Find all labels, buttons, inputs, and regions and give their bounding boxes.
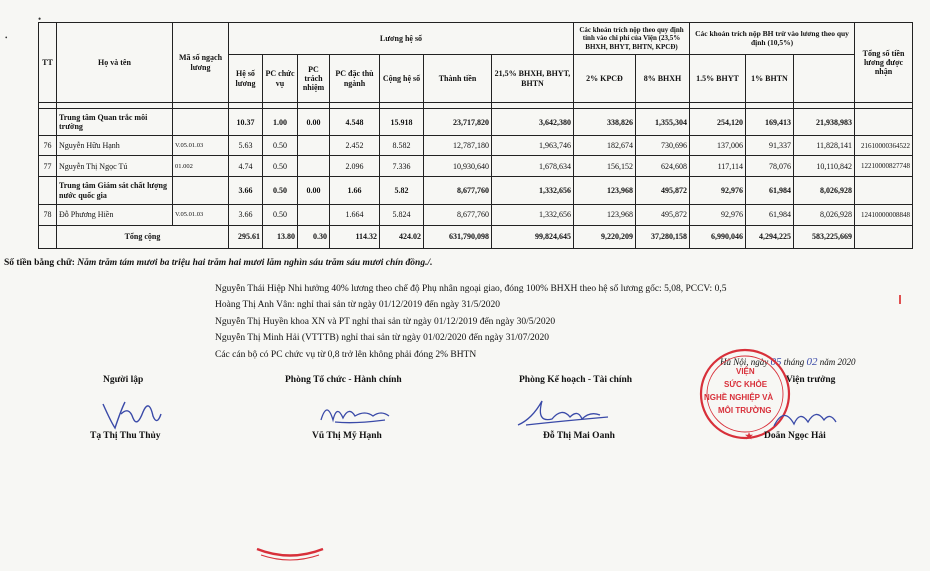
cell-bhyt: 92,976 <box>690 177 746 204</box>
cell-bhxh: 495,872 <box>636 177 690 204</box>
note-line: Nguyễn Thị Huyền khoa XN và PT nghỉ thai sản từ ngày 01/12/2019 đến ngày 30/5/2020 <box>215 316 556 327</box>
cell-tt: 76 <box>39 136 57 156</box>
cell-employer-ins: 3,642,380 <box>492 109 574 136</box>
stamp-line: VIỆN <box>736 367 755 376</box>
cell-bhyt: 137,006 <box>690 136 746 156</box>
stamp-star-icon: ★ <box>745 431 754 441</box>
cell-bhtn: 61,984 <box>746 177 794 204</box>
red-pen-mark <box>899 295 901 304</box>
cell-tt: 78 <box>39 204 57 225</box>
cell-coef: 3.66 <box>229 177 263 204</box>
cell-name: Trung tâm Giám sát chất lượng nước quốc gia <box>57 177 173 204</box>
cell-rank-code <box>173 109 229 136</box>
date-month: 02 <box>806 356 818 368</box>
total-employer-ins: 99,824,645 <box>492 225 574 248</box>
cell-employer-ins: 1,332,656 <box>492 204 574 225</box>
page-dot-mark: • <box>38 14 42 24</box>
cell-union: 156,152 <box>574 156 636 177</box>
signer-role-preparer: Người lập <box>103 375 144 385</box>
page-dot-mark-small: • <box>5 34 8 42</box>
cell-amount: 23,717,820 <box>424 109 492 136</box>
amount-in-words-text: Năm trăm tám mươi ba triệu hai trăm hai mươi lăm nghìn sáu trăm sáu mươi chín đồng./. <box>77 258 433 268</box>
cell-pc-special: 4.548 <box>330 109 380 136</box>
cell-bank-account <box>855 225 913 248</box>
col-bhyt15: 1.5% BHYT <box>690 55 746 103</box>
cell-rank-code: 01.002 <box>173 156 229 177</box>
cell-coef: 5.63 <box>229 136 263 156</box>
note-line: Các cán bộ có PC chức vụ từ 0,8 trở lên không phải đóng 2% BHTN <box>215 349 477 360</box>
total-union: 9,220,209 <box>574 225 636 248</box>
cell-pc-pos: 0.50 <box>263 136 298 156</box>
table-group-row <box>39 177 913 204</box>
col-pc-position: PC chức vụ <box>263 55 298 103</box>
signature-admin-image <box>315 396 395 428</box>
cell-bank-account: 12210000827748 <box>855 156 913 177</box>
date-year: năm 2020 <box>819 357 856 367</box>
cell-union: 123,968 <box>574 204 636 225</box>
cell-name: Trung tâm Quan trắc môi trường <box>57 109 173 136</box>
total-bhtn: 4,294,225 <box>746 225 794 248</box>
payroll-table <box>38 22 913 249</box>
cell-net: 10,110,842 <box>794 156 855 177</box>
cell-pc-pos: 0.50 <box>263 156 298 177</box>
cell-tt <box>39 225 57 248</box>
total-bhyt: 6,990,046 <box>690 225 746 248</box>
col-pc-special: PC đặc thù ngành <box>330 55 380 103</box>
total-coef: 295.61 <box>229 225 263 248</box>
cell-amount: 10,930,640 <box>424 156 492 177</box>
stamp-line: MÔI TRƯỜNG <box>718 406 772 415</box>
cell-rank-code: V.05.01.03 <box>173 204 229 225</box>
cell-rank-code: V.05.01.03 <box>173 136 229 156</box>
cell-net: 8,026,928 <box>794 204 855 225</box>
table-row <box>39 156 913 177</box>
cell-bank-account: 21610000364522 <box>855 136 913 156</box>
col-bhxh8: 8% BHXH <box>636 55 690 103</box>
stamp-line: SỨC KHỎE <box>724 380 768 389</box>
cell-pc-resp <box>298 136 330 156</box>
col-tt: TT <box>39 23 57 103</box>
date-day: 05 <box>770 356 782 368</box>
total-total-coef: 424.02 <box>380 225 424 248</box>
cell-pc-pos: 0.50 <box>263 177 298 204</box>
cell-pc-special: 2.452 <box>330 136 380 156</box>
signature-director-image <box>770 398 840 434</box>
cell-pc-pos: 1.00 <box>263 109 298 136</box>
cell-pc-special: 2.096 <box>330 156 380 177</box>
cell-total-coef: 5.82 <box>380 177 424 204</box>
cell-name: Nguyễn Hữu Hạnh <box>57 136 173 156</box>
cell-coef: 3.66 <box>229 204 263 225</box>
col-employer-ins: 21,5% BHXH, BHYT, BHTN <box>492 55 574 103</box>
amount-in-words <box>4 258 432 268</box>
date-month-label: tháng <box>783 357 805 367</box>
cell-pc-resp: 0.00 <box>298 109 330 136</box>
col-union-fee: 2% KPCĐ <box>574 55 636 103</box>
signature-preparer-image <box>95 392 165 432</box>
cell-total-coef: 7.336 <box>380 156 424 177</box>
cell-bhtn: 169,413 <box>746 109 794 136</box>
signer-role-admin: Phòng Tổ chức - Hành chính <box>285 375 402 385</box>
total-pc-resp: 0.30 <box>298 225 330 248</box>
cell-bhyt: 254,120 <box>690 109 746 136</box>
cell-union: 123,968 <box>574 177 636 204</box>
signer-name-director: Doãn Ngọc Hải <box>764 431 826 441</box>
cell-pc-resp: 0.00 <box>298 177 330 204</box>
col-rank-code: Mã số ngạch lương <box>173 23 229 103</box>
cell-pc-resp <box>298 156 330 177</box>
cell-bhxh: 1,355,304 <box>636 109 690 136</box>
cell-bank-account <box>855 177 913 204</box>
cell-bhyt: 92,976 <box>690 204 746 225</box>
notes-list <box>215 281 726 363</box>
total-net: 583,225,669 <box>794 225 855 248</box>
cell-net: 11,828,141 <box>794 136 855 156</box>
cell-bhtn: 91,337 <box>746 136 794 156</box>
cell-bhtn: 61,984 <box>746 204 794 225</box>
table-total-row <box>39 225 913 248</box>
cell-net: 8,026,928 <box>794 177 855 204</box>
signer-name-admin: Vũ Thị Mỹ Hạnh <box>312 431 382 441</box>
cell-union: 182,674 <box>574 136 636 156</box>
cell-rank-code <box>173 177 229 204</box>
signature-finance-image <box>512 395 612 429</box>
cell-total-coef: 5.824 <box>380 204 424 225</box>
table-row <box>39 204 913 225</box>
cell-name: Đỗ Phương Hiền <box>57 204 173 225</box>
cell-tt <box>39 109 57 136</box>
cell-amount: 8,677,760 <box>424 204 492 225</box>
cell-amount: 12,787,180 <box>424 136 492 156</box>
cell-bhxh: 624,608 <box>636 156 690 177</box>
col-coef: Hệ số lương <box>229 55 263 103</box>
cell-bhxh: 730,696 <box>636 136 690 156</box>
col-total-coef: Cộng hệ số <box>380 55 424 103</box>
cell-bhtn: 78,076 <box>746 156 794 177</box>
date-prefix: Hà Nội, ngày <box>720 357 769 367</box>
signer-role-director: Viện trưởng <box>786 375 836 385</box>
table-row <box>39 136 913 156</box>
cell-pc-special: 1.664 <box>330 204 380 225</box>
signer-name-finance: Đỗ Thị Mai Oanh <box>543 431 615 441</box>
col-amount: Thành tiền <box>424 55 492 103</box>
cell-bank-account <box>855 109 913 136</box>
cell-bhyt: 117,114 <box>690 156 746 177</box>
next-page-stamp-edge <box>255 546 325 562</box>
cell-employer-ins: 1,332,656 <box>492 177 574 204</box>
col-group-employee: Các khoản trích nộp BH trừ vào lương theo quy định (10,5%) <box>690 23 855 55</box>
cell-employer-ins: 1,678,634 <box>492 156 574 177</box>
cell-employer-ins: 1,963,746 <box>492 136 574 156</box>
signer-name-preparer: Tạ Thị Thu Thủy <box>90 431 161 441</box>
total-label: Tổng cộng <box>57 225 229 248</box>
cell-bank-account: 12410000008848 <box>855 204 913 225</box>
total-bhxh: 37,280,158 <box>636 225 690 248</box>
cell-pc-special: 1.66 <box>330 177 380 204</box>
total-pc-pos: 13.80 <box>263 225 298 248</box>
cell-coef: 4.74 <box>229 156 263 177</box>
total-amount: 631,790,098 <box>424 225 492 248</box>
cell-bhxh: 495,872 <box>636 204 690 225</box>
amount-in-words-label: Số tiền bằng chữ: <box>4 258 75 268</box>
col-pc-responsibility: PC trách nhiệm <box>298 55 330 103</box>
cell-net: 21,938,983 <box>794 109 855 136</box>
cell-pc-resp <box>298 204 330 225</box>
cell-total-coef: 8.582 <box>380 136 424 156</box>
note-line: Hoàng Thị Anh Vân: nghỉ thai sản từ ngày 01/12/2019 đến ngày 31/5/2020 <box>215 300 501 311</box>
col-name: Họ và tên <box>57 23 173 103</box>
cell-pc-pos: 0.50 <box>263 204 298 225</box>
signer-role-finance: Phòng Kế hoạch - Tài chính <box>519 375 633 385</box>
note-line: Nguyễn Thị Minh Hải (VTTTB) nghỉ thai sản từ ngày 01/02/2020 đến ngày 31/07/2020 <box>215 333 550 344</box>
table-group-row <box>39 109 913 136</box>
cell-name: Nguyễn Thị Ngọc Tú <box>57 156 173 177</box>
cell-coef: 10.37 <box>229 109 263 136</box>
note-line: Nguyễn Thái Hiệp Nhi hưởng 40% lương theo chế độ Phụ nhân ngoại giao, đóng 100% BHXH theo hệ số lương gốc: 5,08, PCCV: 0,5 <box>215 284 727 294</box>
col-net-total: Tổng số tiền lương được nhận <box>855 23 913 103</box>
cell-tt: 77 <box>39 156 57 177</box>
cell-total-coef: 15.918 <box>380 109 424 136</box>
col-group-employer: Các khoản trích nộp theo quy định tính vào chi phí của Viện (23,5% BHXH, BHYT, BHTN, KPCĐ) <box>574 23 690 55</box>
cell-tt <box>39 177 57 204</box>
total-pc-special: 114.32 <box>330 225 380 248</box>
col-group-salary: Lương hệ số <box>229 23 574 55</box>
cell-union: 338,826 <box>574 109 636 136</box>
col-bhtn1: 1% BHTN <box>746 55 794 103</box>
cell-amount: 8,677,760 <box>424 177 492 204</box>
stamp-line: NGHỀ NGHIỆP VÀ <box>704 393 774 402</box>
